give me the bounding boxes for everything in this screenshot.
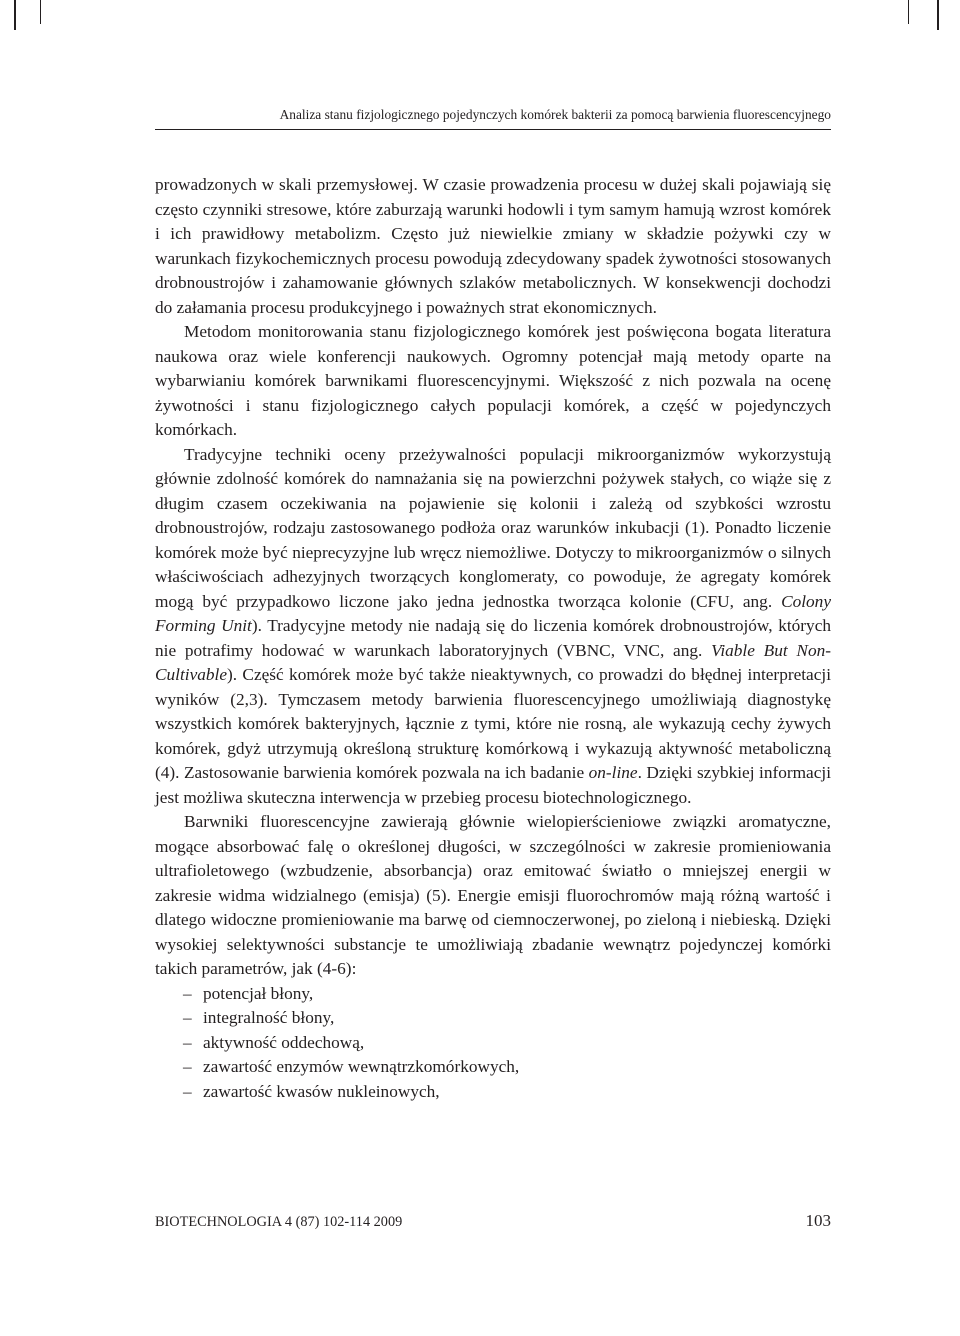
list-dash: – [183,1032,192,1052]
crop-mark [908,0,909,24]
term-vbnc: Viable But Non-Cultivable [155,640,831,684]
paragraph-3-text: ). Część komórek może być także nieaktywnych, co prowadzi do błędnej interpretacji wyników (2,3). Tymczasem metody barwienia fluorescencyjnego umożliwiają diagnostykę wszystkich komórek bakteryjnych, łącznie z tymi, które nie rosną, ale wykazują cechy żywych komórek, gdyż utrzymują określoną strukturę komórkową i wykazują aktywność metaboliczną (4). Zastosowanie barwienia komórek pozwala na ich badanie [155,665,831,782]
list-dash: – [183,1057,192,1076]
list-item-text: integralność błony, [203,1008,335,1027]
running-header: Analiza stanu fizjologicznego pojedynczych komórek bakterii za pomocą barwienia fluorescencyjnego [279,107,831,122]
list-item-text: zawartość enzymów wewnątrzkomórkowych, [203,1057,520,1076]
crop-mark [40,0,41,24]
list-item [155,982,831,1007]
parameter-list [155,982,831,1105]
header-rule [155,129,831,130]
page-number: 103 [805,1211,831,1230]
paragraph-3 [155,443,831,811]
list-dash: – [183,983,192,1003]
paragraph-3-text: ). Tradycyjne metody nie nadają się do liczenia komórek drobnoustrojów, których nie potrafimy hodować w warunkach laboratoryjnych (VBNC, VNC, ang. [155,616,832,660]
paragraph-4: Barwniki fluorescencyjne zawierają głównie wielopierścieniowe związki aromatyczne, mogące absorbować falę o określonej długości, w szczególności w zakresie promieniowania ultrafioletowego (wzbudzenie, absorbancja) oraz emitować światło o mniejszej energii w zakresie widma widzialnego (emisja) (5). Energie emisji fluorochromów mają różną wartość i dlatego widoczne promieniowanie ma barwę od ciemnoczerwonej, po zieloną i niebieską. Dzięki wysokiej selektywności substancje te umożliwiają zbadanie wewnątrz pojedynczej komórki takich parametrów, jak (4-6): [155,812,831,978]
term-online: on-line [588,763,638,782]
crop-mark [14,0,16,30]
crop-mark [937,0,939,30]
paragraph-2: Metodom monitorowania stanu fizjologicznego komórek jest poświęcona bogata literatura naukowa oraz wiele konferencji naukowych. Ogromny potencjał mają metody oparte na wybarwianiu komórek barwnikami fluorescencyjnymi. Większość z nich pozwala na ocenę żywotności i stanu fizjologicznego całych populacji komórek, a część w pojedynczych komórkach. [155,322,831,439]
article-body [155,173,831,1104]
list-dash: – [183,1008,192,1027]
paragraph-3-text: Tradycyjne techniki oceny przeżywalności populacji mikroorganizmów wykorzystują głównie zdolność komórek do namnażania się na powierzchni pożywek stałych, co wiąże się z długim czasem oczekiwania na pojawienie się kolonii i zależą od szybkości wzrostu drobnoustrojów, rodzaju zastosowanego podłoża oraz warunków inkubacji (1). Ponadto liczenie komórek może być nieprecyzyjne lub wręcz niemożliwe. Dotyczy to mikroorganizmów o silnych właściwościach adhezyjnych tworzących konglomeraty, co powoduje, że agregaty komórek mogą być przypadkowo liczone jako jedna jednostka tworząca kolonie (CFU, ang. [155,444,831,611]
list-item-text: zawartość kwasów nukleinowych, [203,1081,440,1101]
list-item-text: aktywność oddechową, [203,1032,365,1052]
list-item [155,1031,831,1056]
list-item [155,1055,831,1080]
journal-citation: BIOTECHNOLOGIA 4 (87) 102-114 2009 [155,1214,403,1230]
list-item [155,1006,831,1031]
list-item-text: potencjał błony, [203,983,314,1003]
term-cfu: Colony Forming Unit [155,591,831,635]
list-item [155,1080,831,1105]
list-dash: – [183,1081,192,1101]
paragraph-3-text: . Dzięki szybkiej informacji jest możliwa skuteczna interwencja w przebieg procesu biotechnologicznego. [155,763,831,807]
paragraph-1: prowadzonych w skali przemysłowej. W czasie prowadzenia procesu w dużej skali pojawiają się często czynniki stresowe, które zaburzają warunki hodowli i tym samym hamują wzrost komórek i ich prawidłowy metabolizm. Często już niewielkie zmiany w składzie pożywki czy w warunkach fizykochemicznych procesu powodują zdecydowany spadek żywotności stosowanych drobnoustrojów i zahamowanie głównych szlaków metabolicznych. W konsekwencji dochodzi do załamania procesu produkcyjnego i poważnych strat ekonomicznych. [155,175,831,317]
